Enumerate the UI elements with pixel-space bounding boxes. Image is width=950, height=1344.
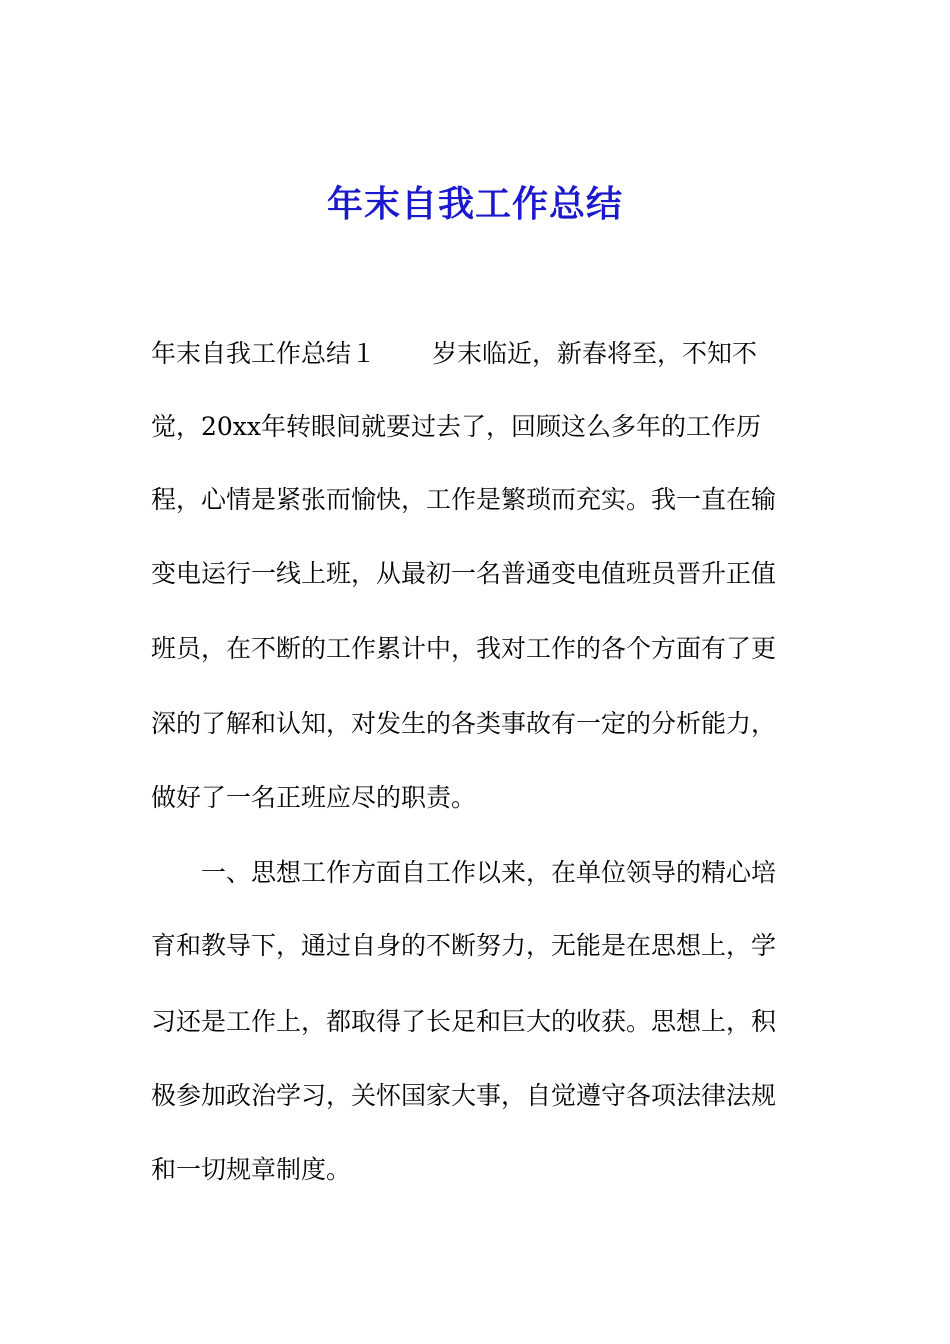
paragraph-line-11: 极参加政治学习，关怀国家大事，自觉遵守各项法律法规 [151,1081,777,1110]
paragraph-line-3: 程，心情是紧张而愉快，工作是繁琐而充实。我一直在输 [151,485,777,514]
paragraph-line-6: 深的了解和认知，对发生的各类事故有一定的分析能力， [151,709,777,738]
section-heading: 年末自我工作总结１ [151,339,377,368]
paragraph-line-12: 和一切规章制度。 [151,1155,352,1184]
paragraph-line-5: 班员，在不断的工作累计中，我对工作的各个方面有了更 [151,634,777,663]
paragraph-line-1-text: 岁末临近，新春将至，不知不 [432,339,758,368]
paragraph-line-7: 做好了一名正班应尽的职责。 [151,783,477,812]
paragraph-line-9: 育和教导下，通过自身的不断努力，无能是在思想上，学 [151,931,777,960]
paragraph-line-1 [151,336,811,372]
paragraph-line-2: 觉，20xx年转眼间就要过去了，回顾这么多年的工作历 [151,412,762,441]
paragraph-line-4: 变电运行一线上班，从最初一名普通变电值班员晋升正值 [151,559,777,588]
paragraph-line-8: 一、思想工作方面自工作以来，在单位领导的精心培 [151,858,777,887]
paragraph-line-10: 习还是工作上，都取得了长足和巨大的收获。思想上，积 [151,1007,777,1036]
document-title: 年末自我工作总结 [326,183,623,225]
